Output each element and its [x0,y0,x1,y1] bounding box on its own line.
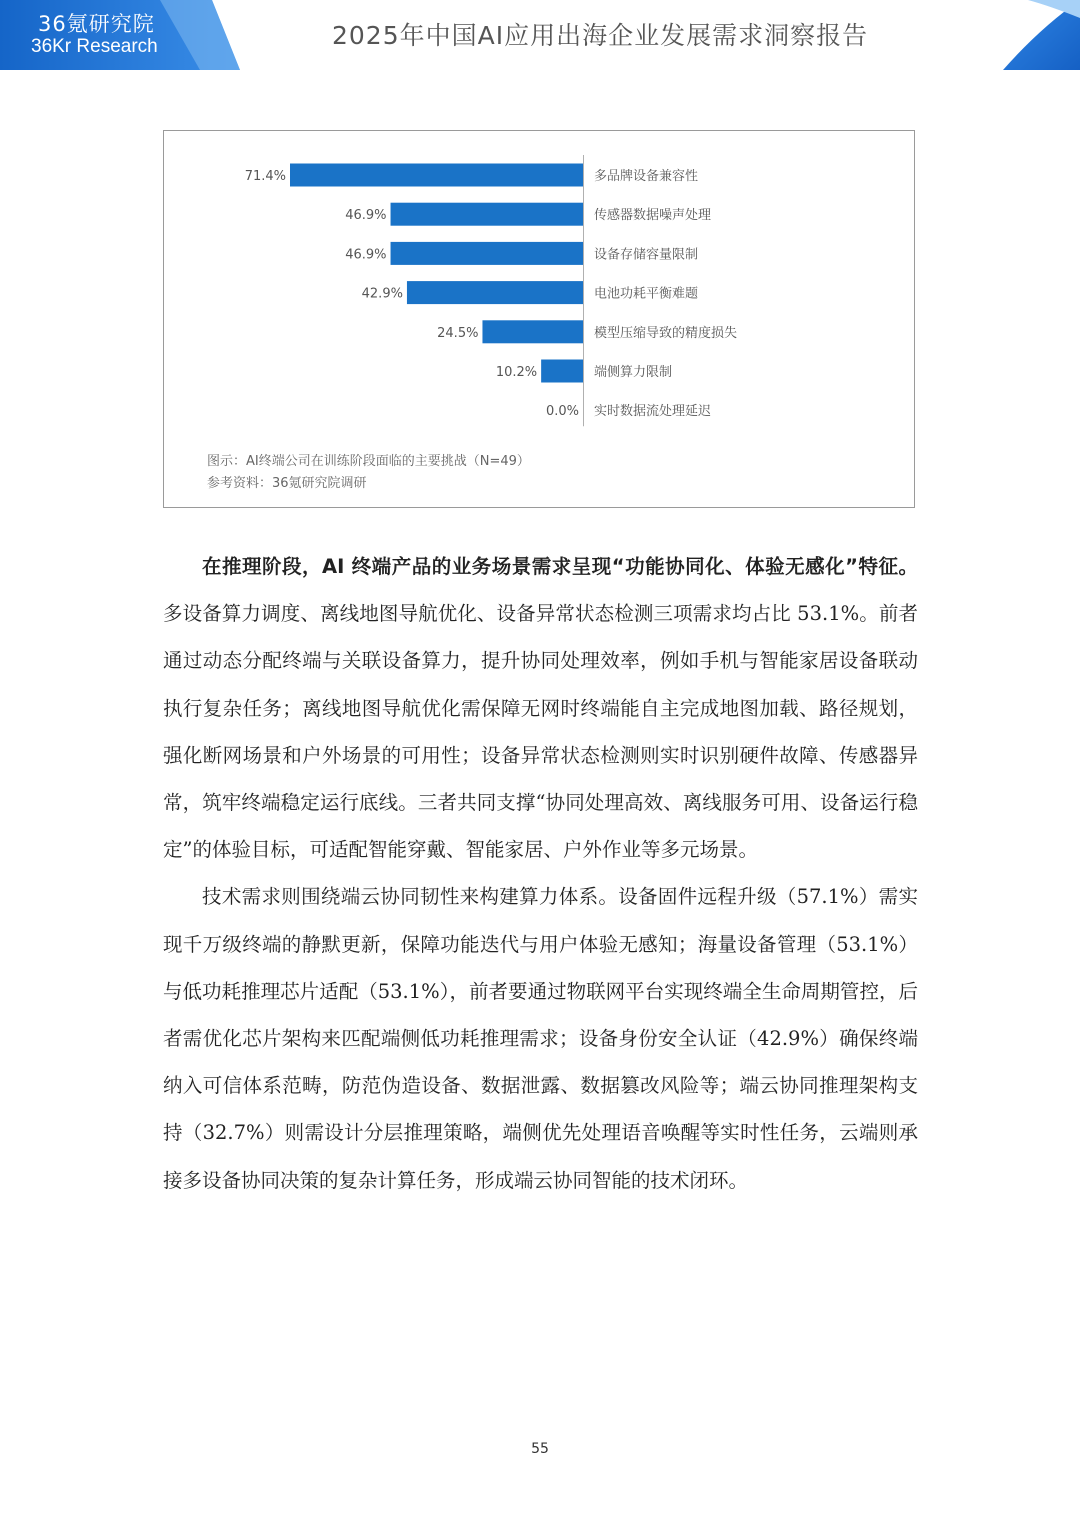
chart-bar [290,164,583,187]
chart-category-label: 多品牌设备兼容性 [594,169,699,184]
chart-value-label: 10.2% [495,365,538,380]
logo-english: 36Kr Research [31,36,158,57]
chart-category-label: 设备存储容量限制 [594,247,699,263]
paragraph-1-body: 多设备算力调度、离线地图导航优化、设备异常状态检测三项需求均占比 53.1%。前者通过动态分配终端与关联设备算力，提升协同处理效率，例如手机与智能家居设备联动执行复杂任务；离线地图导航优化需保障无网时终端能自主完成地图加载、路径规划，强化断网场景和户外场景的可用性；设备异常状态检测则实时识别硬件故障、传感器异常，筑牢终端稳定运行底线。三者共同支撑“协同处理高效、离线服务可用、设备运行稳定”的体验目标，可适配智能穿戴、智能家居、户外作业等多元场景。 [163,602,918,862]
chart-value-label: 46.9% [345,247,387,263]
chart-category-label: 实时数据流处理延迟 [594,404,712,420]
paragraph-2: 技术需求则围绕端云协同韧性来构建算力体系。设备固件远程升级（57.1%）需实现千万级终端的静默更新，保障功能迭代与用户体验无感知；海量设备管理（53.1%）与低功耗推理芯片适配（53.1%），前者要通过物联网平台实现终端全生命周期管控，后者需优化芯片架构来匹配端侧低功耗推理需求；设备身份安全认证（42.9%）确保终端纳入可信体系范畴，防范伪造设备、数据泄露、数据篡改风险等；端云协同推理架构支持（32.7%）则需设计分层推理策略，端侧优先处理语音唤醒等实时性任务，云端则承接多设备协同决策的复杂计算任务，形成端云协同智能的技术闭环。 [163,885,918,1192]
logo-chinese: 36氪研究院 [38,12,155,36]
chart-value-label: 42.9% [361,286,403,302]
paragraph-1-lead: 在推理阶段，AI 终端产品的业务场景需求呈现“功能协同化、体验无感化”特征。 [202,555,918,578]
chart-value-label: 71.4% [244,169,286,184]
paragraph-1 [163,543,918,873]
chart-value-label: 0.0% [545,404,579,420]
chart-bar [482,320,583,343]
chart-category-label: 模型压缩导致的精度损失 [594,325,738,341]
chart-figure [163,130,915,508]
page-number: 55 [531,1441,549,1457]
chart-category-label: 电池功耗平衡难题 [594,286,699,302]
body-text [163,543,918,1204]
chart-bar [541,360,583,383]
chart-category-label: 传感器数据噪声处理 [594,208,712,224]
chart-source: 参考资料：36氪研究院调研 [207,476,367,491]
chart-bar [407,281,583,304]
chart-bar [391,203,583,226]
chart-category-label: 端侧算力限制 [594,365,673,380]
bar-chart [164,131,916,431]
report-title: 2025年中国AI应用出海企业发展需求洞察报告 [332,21,869,50]
chart-bar [391,242,583,265]
chart-caption: 图示：AI终端公司在训练阶段面临的主要挑战（N=49） [207,454,530,469]
chart-value-label: 46.9% [345,208,387,224]
chart-value-label: 24.5% [437,325,479,341]
